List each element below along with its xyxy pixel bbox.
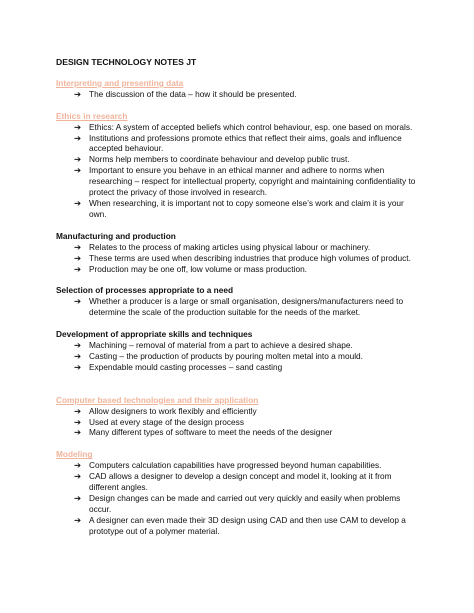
section xyxy=(56,231,422,275)
arrow-bullet-icon: ➔ xyxy=(74,460,81,471)
arrow-bullet-icon: ➔ xyxy=(74,296,81,307)
list-item xyxy=(56,460,422,471)
section-heading: Selection of processes appropriate to a need xyxy=(56,285,234,296)
list-item-text: Design changes can be made and carried out very quickly and easily when problems occur. xyxy=(89,493,401,514)
arrow-bullet-icon: ➔ xyxy=(74,340,81,351)
list-item-text: Important to ensure you behave in an ethical manner and adhere to norms when researching – respect for intellectual property, copyright and maintaining confidentiality to protect the privacy of those involved in research. xyxy=(89,165,416,198)
list-item-text: Many different types of software to meet the needs of the designer xyxy=(89,427,333,438)
arrow-bullet-icon: ➔ xyxy=(74,405,81,416)
arrow-bullet-icon: ➔ xyxy=(74,493,81,503)
section xyxy=(56,449,422,536)
list-item-text: Relates to the process of making articles using physical labour or machinery. xyxy=(89,241,371,252)
arrow-bullet-icon: ➔ xyxy=(74,252,81,263)
section xyxy=(56,329,422,373)
section xyxy=(56,78,422,100)
bullet-list xyxy=(56,122,422,220)
arrow-bullet-icon: ➔ xyxy=(74,263,81,274)
section-heading-link[interactable]: Interpreting and presenting data xyxy=(56,77,184,88)
list-item xyxy=(56,340,422,351)
arrow-bullet-icon: ➔ xyxy=(74,88,81,99)
list-item xyxy=(56,122,422,133)
bullet-list xyxy=(56,89,422,100)
bullet-list xyxy=(56,406,422,439)
arrow-bullet-icon: ➔ xyxy=(74,132,81,143)
list-item xyxy=(56,471,422,493)
arrow-bullet-icon: ➔ xyxy=(74,361,81,372)
bullet-list xyxy=(56,340,422,373)
list-item-text: These terms are used when describing industries that produce high volumes of product. xyxy=(89,252,411,263)
section-heading-link[interactable]: Computer based technologies and their application xyxy=(56,394,259,405)
list-item xyxy=(56,264,422,275)
list-item-text: A designer can even made their 3D design using CAD and then use CAM to develop a prototype out of a polymer material. xyxy=(89,514,406,536)
arrow-bullet-icon: ➔ xyxy=(74,121,81,132)
section xyxy=(56,285,422,318)
list-item-text: Machining – removal of material from a part to achieve a desired shape. xyxy=(89,340,353,351)
list-item-text: Casting – the production of products by pouring molten metal into a mould. xyxy=(89,350,363,361)
list-item xyxy=(56,253,422,264)
list-item-text: When researching, it is important not to copy someone else’s work and claim it is your own. xyxy=(89,197,404,219)
arrow-bullet-icon: ➔ xyxy=(74,165,81,176)
list-item-text: Institutions and professions promote ethics that reflect their aims, goals and influence accepted behaviour. xyxy=(89,132,402,154)
list-item xyxy=(56,133,422,155)
list-item-text: CAD allows a designer to develop a design concept and model it, looking at it from different angles. xyxy=(89,471,392,493)
list-item xyxy=(56,242,422,253)
arrow-bullet-icon: ➔ xyxy=(74,514,81,525)
arrow-bullet-icon: ➔ xyxy=(74,471,81,482)
list-item-text: Expendable mould casting processes – sand casting xyxy=(89,361,283,372)
list-item-text: Norms help members to coordinate behaviour and develop public trust. xyxy=(89,154,350,165)
list-item xyxy=(56,417,422,428)
list-item xyxy=(56,154,422,165)
list-item-text: Allow designers to work flexibly and efficiently xyxy=(89,405,257,416)
list-item-text: Production may be one off, low volume or mass production. xyxy=(89,263,307,274)
document-title: DESIGN TECHNOLOGY NOTES JT xyxy=(56,57,197,67)
arrow-bullet-icon: ➔ xyxy=(74,154,81,165)
list-item xyxy=(56,89,422,100)
section-heading-link[interactable]: Modeling xyxy=(56,449,93,460)
list-item-text: Ethics: A system of accepted beliefs which control behaviour, esp. one based on morals. xyxy=(89,121,413,132)
arrow-bullet-icon: ➔ xyxy=(74,416,81,427)
arrow-bullet-icon: ➔ xyxy=(74,197,81,208)
arrow-bullet-icon: ➔ xyxy=(74,350,81,361)
section-heading-link[interactable]: Ethics in research xyxy=(56,110,128,121)
bullet-list xyxy=(56,296,422,318)
list-item xyxy=(56,493,422,515)
list-item xyxy=(56,296,422,318)
section-heading: Manufacturing and production xyxy=(56,230,176,241)
list-item-text: Used at every stage of the design process xyxy=(89,416,244,427)
list-item xyxy=(56,351,422,362)
list-item xyxy=(56,198,422,220)
section xyxy=(56,395,422,439)
notes-body xyxy=(56,57,422,548)
bullet-list xyxy=(56,242,422,275)
arrow-bullet-icon: ➔ xyxy=(74,241,81,252)
list-item xyxy=(56,165,422,198)
list-item xyxy=(56,515,422,537)
list-item-text: Whether a producer is a large or small organisation, designers/manufacturers need to determine the scale of the production suitable for the needs of the market. xyxy=(89,296,404,318)
section-heading: Development of appropriate skills and techniques xyxy=(56,329,253,340)
section xyxy=(56,111,422,220)
list-item xyxy=(56,362,422,373)
list-item xyxy=(56,406,422,417)
list-item-text: Computers calculation capabilities have progressed beyond human capabilities. xyxy=(89,460,382,471)
list-item xyxy=(56,427,422,438)
bullet-list xyxy=(56,460,422,536)
list-item-text: The discussion of the data – how it should be presented. xyxy=(89,88,297,99)
arrow-bullet-icon: ➔ xyxy=(74,427,81,438)
